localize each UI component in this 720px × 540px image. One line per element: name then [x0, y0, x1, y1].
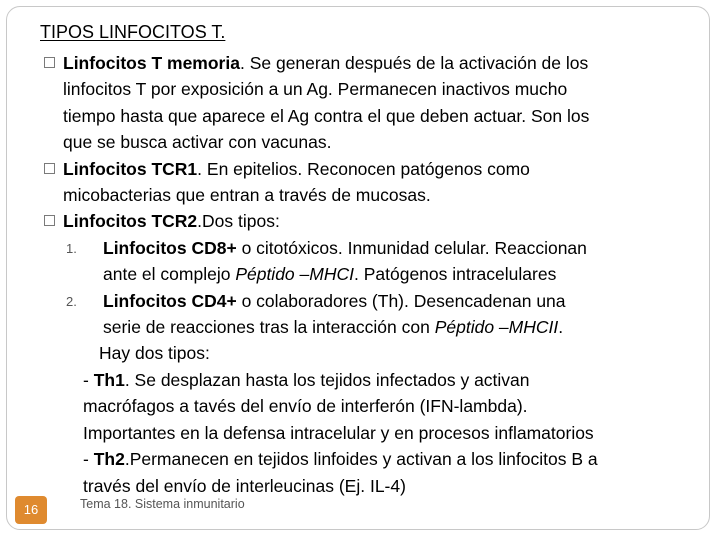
bullet-line: que se busca activar con vacunas. [63, 132, 332, 153]
bullet-line: Linfocitos TCR2.Dos tipos: [63, 211, 280, 232]
bullet-tcr2 [40, 208, 680, 234]
bullet-term: Linfocitos TCR2 [63, 211, 198, 232]
number-label: 1. [66, 240, 77, 256]
th1-line: Importantes en la defensa intracelular y en procesos inflamatorios [83, 422, 594, 443]
bullet-line: Linfocitos TCR1. En epitelios. Reconocen patógenos como [63, 158, 530, 179]
numbered-line: ante el complejo Péptido –MHCI. Patógenos intracelulares [103, 264, 557, 285]
numbered-term: Linfocitos CD8+ [103, 237, 237, 258]
hay-dos-tipos: Hay dos tipos: [99, 343, 210, 364]
th2-line: través del envío de interleucinas (Ej. IL-4) [83, 475, 406, 496]
th2-block [40, 446, 680, 499]
slide-content [40, 50, 680, 499]
numbered-line: Linfocitos CD8+ o citotóxicos. Inmunidad celular. Reaccionan [103, 237, 587, 258]
th1-line: macrófagos a tavés del envío de interferón (IFN-lambda). [83, 396, 528, 417]
square-bullet-icon [44, 163, 55, 174]
bullet-line: micobacterias que entran a través de mucosas. [63, 185, 431, 206]
numbered-item-cd8 [40, 235, 680, 288]
bullet-tcr1 [40, 156, 680, 209]
footer-text: Tema 18. Sistema inmunitario [80, 497, 245, 511]
th1-term: Th1 [93, 369, 125, 390]
bullet-line: Linfocitos T memoria. Se generan después de la activación de los [63, 53, 589, 73]
numbered-term: Linfocitos CD4+ [103, 290, 237, 311]
bullet-term: Linfocitos TCR1 [63, 158, 198, 179]
th1-block [40, 367, 680, 446]
bullet-term: Linfocitos T memoria [63, 53, 240, 73]
numbered-line: Linfocitos CD4+ o colaboradores (Th). Desencadenan una [103, 290, 566, 311]
slide-title: TIPOS LINFOCITOS T. [40, 22, 226, 42]
bullet-line: linfocitos T por exposición a un Ag. Permanecen inactivos mucho [63, 79, 568, 100]
bullet-memoria [40, 50, 680, 156]
square-bullet-icon [44, 57, 55, 68]
bullet-line: tiempo hasta que aparece el Ag contra el que deben actuar. Son los [63, 105, 590, 126]
th2-line: - Th2.Permanecen en tejidos linfoides y activan a los linfocitos B a [83, 449, 598, 470]
number-label: 2. [66, 293, 77, 309]
numbered-line: serie de reacciones tras la interacción con Péptido –MHCII. [103, 317, 564, 338]
square-bullet-icon [44, 215, 55, 226]
slide-number-badge: 16 [15, 496, 47, 524]
th2-term: Th2 [93, 449, 125, 470]
numbered-item-cd4 [40, 288, 680, 341]
th1-line: - Th1. Se desplazan hasta los tejidos infectados y activan [83, 369, 530, 390]
